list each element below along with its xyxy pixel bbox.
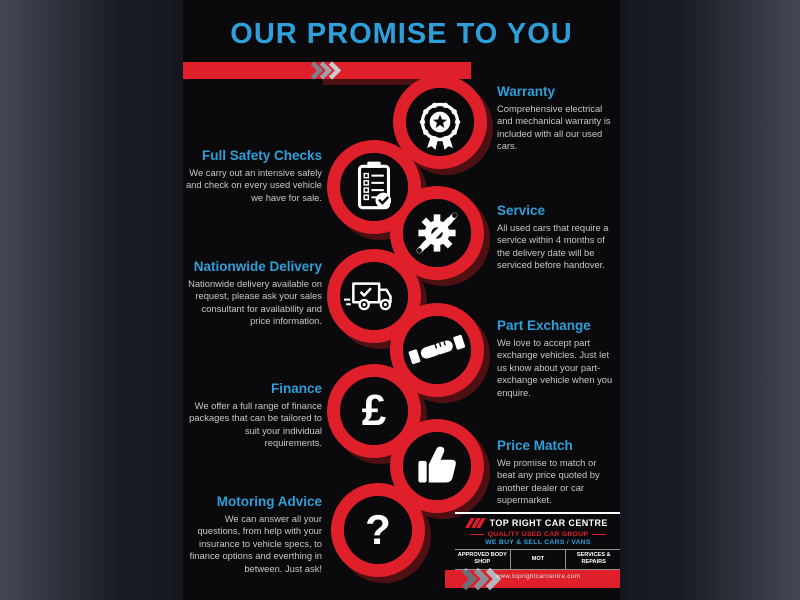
promise-body: We offer a full range of finance packages that can be tailored to suit your individual requirements. <box>189 399 322 449</box>
promise-body: We carry out an intensive safely and check on every used vehicle we have for sale. <box>185 166 322 203</box>
brand-tagline-primary <box>455 531 620 538</box>
promise-body: All used cars that require a service within 4 months of the delivery date will be serviced before handover. <box>497 221 609 271</box>
brand-services <box>455 549 620 570</box>
promise-title: Part Exchange <box>497 318 591 333</box>
promise-body: Comprehensive electrical and mechanical warranty is included with all our used cars. <box>497 102 611 152</box>
promise-finance <box>185 381 322 450</box>
gear-wrench-icon <box>401 197 473 269</box>
promise-body: Nationwide delivery available on request, please ask your sales consultant for availability and price information. <box>188 277 322 327</box>
promise-title: Motoring Advice <box>216 494 322 509</box>
tagline-dash <box>592 534 606 535</box>
question-mark-icon <box>342 494 414 566</box>
brand-stripes-icon <box>468 518 483 528</box>
service-repairs: SERVICES & REPAIRS <box>565 550 620 569</box>
promise-body: We love to accept part exchange vehicles. Just let us know about your part-exchange vehicle when you enquire. <box>497 336 613 398</box>
brand-tagline-secondary: WE BUY & SELL CARS / VANS <box>485 539 591 546</box>
brand-name: TOP RIGHT CAR CENTRE <box>489 518 608 528</box>
thumbs-up-icon <box>401 430 473 502</box>
promise-body: We promise to match or beat any price quoted by another dealer or car supermarket. <box>497 456 600 506</box>
tagline-primary-text: QUALITY USED CAR GROUP <box>487 531 589 538</box>
pound-glyph: £ <box>361 386 387 435</box>
promise-nationwide-delivery <box>185 259 322 328</box>
delivery-truck-icon <box>338 260 410 332</box>
promise-motoring-advice <box>185 494 322 575</box>
brand-logo <box>455 512 620 580</box>
service-body-shop: APPROVED BODY SHOP <box>457 552 507 566</box>
promise-safety-checks <box>185 148 322 204</box>
promise-title: Service <box>497 203 546 218</box>
service-mot: MOT <box>510 550 566 569</box>
promise-title: Price Match <box>497 438 573 453</box>
promise-price-match <box>497 438 617 507</box>
page-title: OUR PROMISE TO YOU <box>230 18 573 50</box>
promise-warranty <box>497 84 617 153</box>
promise-body: We can answer all your questions, from help with your insurance to vehicle specs, to finance options and everthing in between. Just ask! <box>189 512 322 574</box>
promise-poster <box>183 0 620 600</box>
promise-title: Full Safety Checks <box>201 148 322 163</box>
tagline-dash <box>470 534 484 535</box>
brand-website: www.toprightcarcentre.com <box>495 572 581 580</box>
promise-title: Finance <box>270 381 322 396</box>
pound-sign-icon <box>338 375 410 447</box>
clipboard-check-icon <box>338 151 410 223</box>
rosette-icon <box>404 86 476 158</box>
promise-part-exchange <box>497 318 617 399</box>
promise-title: Nationwide Delivery <box>193 259 322 274</box>
question-glyph: ? <box>365 506 391 553</box>
promise-title: Warranty <box>497 84 556 99</box>
handshake-icon <box>401 314 473 386</box>
promise-service <box>497 203 617 272</box>
